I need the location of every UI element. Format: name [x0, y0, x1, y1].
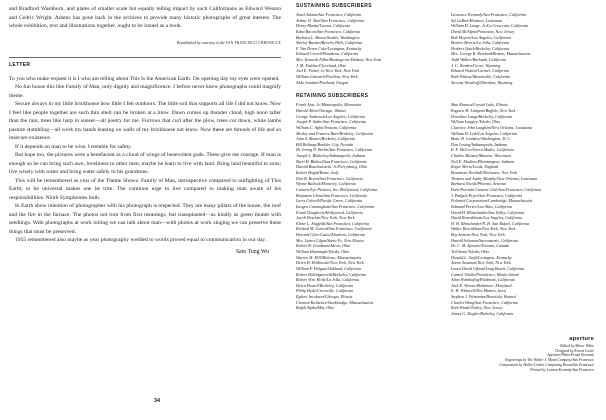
- letter-paragraph: 1955 remembered also maybe as year photography wedded to words proved equal to communication in our day.: [15, 237, 267, 244]
- subscriber-entry: Ray Simone/New York, New York: [451, 232, 505, 238]
- subscriber-entry: Clarence John Laughlin/New Orleans, Louisiana: [451, 124, 532, 130]
- masthead-line: Edited by Minor White: [560, 344, 594, 348]
- subscriber-entry: Howard Giles-Gates/Altadena, California: [296, 232, 365, 238]
- letter-paragraph: In Earth show intention of photographer with his photograph is respected. They are many pillars of the house, the roof and the fire in the furnace. The photos not torn from first meanings, but transplanted—as kindly as green thumb with seedlings. With photographs at work toiling we can talk about man—with photos at work singing we can preserve these things that must be preserved.: [9, 203, 281, 235]
- subscriber-entry: Joseph P. Andre/San Francisco, California: [296, 119, 367, 125]
- subscriber-entry: Polaroid Corporation/Cambridge, Massachusetts: [451, 198, 533, 204]
- republication-credit: [9, 41, 281, 46]
- subscriber-entry: Joseph L. Blakesley/Indianapolis, Indiana: [296, 153, 366, 159]
- subscriber-entry: H. H. Rhinelander/N. H. San Rafael, California: [451, 220, 530, 226]
- retaining-column-left: [296, 102, 441, 316]
- subscriber-entry: William F. Holgate/Oakland, California: [296, 265, 362, 271]
- letter-paragraph: But hope too, the pictures were a benefacent as a cloud of wings of benevolent gods. These give me courage. If man is enough so he can bring such awe, loveliness to other men, maybe he learn to live with land. Bring land beautiful to sons; live wisely with water and bring water safely to his grandsons.: [9, 152, 281, 176]
- subscriber-entry: Frank Dougherty/Hollywood, California: [296, 209, 363, 215]
- subscriber-entry: Ruth Winde/Nutley, New Jersey: [451, 305, 503, 311]
- sustaining-columns: [296, 12, 596, 85]
- subscriber-entry: Harold Bouchonstein, Jr./Perrysburg, Ohio: [296, 164, 367, 170]
- masthead-line: Printed by Lawton Kennedy/San Francisco: [530, 367, 594, 372]
- subscriber-entry: Barbara Nicols/Phoenix, Arizona: [451, 181, 506, 187]
- subscriber-entry: Barbara L. Brown/Seattle, Washington: [296, 34, 360, 40]
- subscriber-entry: Camera Eye Pictures, Inc./Hollywood, California: [296, 186, 378, 192]
- subscriber-entry: Egbert Jacobson/Chicago, Illinois: [296, 294, 353, 300]
- subscriber-entry: Joel E. Fisher, Jr./New York, New York: [296, 68, 360, 74]
- subscriber-entry: Morley and Frances Baer/Berkeley, California: [296, 130, 373, 136]
- subscriber-entry: William H. Leib/Los Angeles, California: [451, 130, 518, 136]
- subscriber-entry: Lawrence Kennedy/San Francisco, California: [451, 12, 527, 17]
- letter-heading: LETTER: [9, 61, 31, 68]
- subscriber-entry: Elmer L. Engfeldt/San Francisco, California: [296, 220, 370, 226]
- subscriber-entry: Alma Wahrhaftig/Piedmont, California: [451, 277, 515, 283]
- subscriber-entry: J. M. Erdelac/Cleveland, Ohio: [296, 62, 347, 68]
- subscriber-entry: Roger Mertz/Leeds, England: [451, 164, 499, 170]
- right-page: [296, 3, 596, 317]
- masthead-line: Composition by Hallie-Cordes Composing Room/San Francisco: [499, 362, 594, 367]
- subscriber-entry: Todd Walker/Burbank, California: [451, 57, 506, 63]
- subscriber-entry: F. Van Deren Coke/Lexington, Kentucky: [296, 45, 362, 51]
- subscriber-entry: Beaumont Newhall/Rochester, New York: [451, 170, 518, 176]
- subscriber-entry: Syl LaBrot/Houston, Louisiana: [451, 17, 502, 23]
- subscriber-entry: Edna Bacon/San Francisco, California: [296, 28, 361, 34]
- subscriber-entry: Ansel Adams/San Francisco, California: [296, 12, 362, 17]
- subscriber-entry: Philip Hyde/Greenville, California: [296, 288, 354, 294]
- subscriber-entry: Edward Weston/Carmel, California: [451, 68, 510, 74]
- subscriber-entry: Helen H. Holbrooke/New York, New York: [296, 260, 364, 266]
- subscriber-entry: Robert B. Goodman/Akron, Ohio: [296, 243, 351, 249]
- subscriber-entry: Dr. Irving N. Berlin/San Francisco, California: [296, 147, 373, 153]
- subscriber-entry: Mrs. George B. Rowland/Boston, Massachusetts: [451, 51, 531, 57]
- subscriber-entry: William C. Aplin/Ventura, California: [296, 124, 357, 130]
- subscriber-entry: Charles Mauzey/Manson, Wisconsin: [451, 153, 511, 159]
- subscriber-entry: Shui Kimura/Crystal Lake, Illinois: [451, 102, 508, 108]
- subscriber-entry: R. F. McGee/Sierra Madre, California: [451, 147, 514, 153]
- subscriber-entry: Wynne Bullock/Monterey, California: [296, 181, 356, 187]
- subscriber-entry: David McAlpin/Princeton, New Jersey: [451, 28, 515, 34]
- letter-paragraph: This will be remembered as year of the Theme Shows. Family of Man, introspective compared to outfighting of This Earth; to be universal makes one be trite. The common urge to live compared to making man aware of his responsibilities. Ninth Symphonies both.: [9, 177, 281, 201]
- subscriber-entry: Robert Bright/Rome, Italy: [296, 170, 339, 176]
- subscriber-entry: Donald L. Swift/Lexington, Kentucky: [451, 254, 512, 260]
- subscriber-entry: Mrs. Laura Gilpin/Santa Fe, New Mexico: [296, 237, 365, 243]
- subscriber-entry: Imogen Cunningham/San Francisco, California: [296, 203, 375, 209]
- subscriber-entry: Harold Solomon/Sacramento, California: [451, 237, 518, 243]
- subscriber-entry: William Langley/Toledo, Ohio: [451, 119, 501, 125]
- subscriber-entry: Beatrix Morris/La Jolla, California: [451, 40, 510, 46]
- subscriber-entry: Walter Rosenblum/New York, New York: [451, 226, 516, 232]
- subscriber-entry: Dorothea Lange/Berkeley, California: [451, 113, 513, 119]
- subscriber-entry: Don B. Bryan/San Francisco, California: [296, 175, 363, 181]
- subscriber-entry: J. C. Warden/Grove, Wyoming: [451, 62, 501, 68]
- subscriber-entry: E. H. Whitwell/Des Moines, Iowa: [451, 288, 506, 294]
- subscriber-entry: Basic H. Lindsley/Washington, D. C.: [451, 136, 512, 142]
- subscriber-entry: Thomas and Audry Murphy/New Orleans, Louisiana: [451, 175, 538, 181]
- subscriber-entry: Laura David Ufland/Long Beach, California: [451, 265, 525, 271]
- subscriber-entry: Dr. C. M. Sprouse/Toronto, Canada: [451, 243, 510, 249]
- subscriber-entry: Arthur D. Abel/San Francisco, California: [296, 17, 365, 23]
- subscriber-entry: Jack E. Werner/Baltimore, Maryland: [451, 282, 512, 288]
- subscriber-entry: Edward Crevelt/Pasadena, California: [296, 51, 359, 57]
- subscriber-entry: Bill Belknap/Boulder City, Nevada: [296, 141, 353, 147]
- subscriber-entry: William H. Lange, Jr./La Crescenta, California: [451, 23, 529, 29]
- subscriber-entry: Ruth Widess/Watsonville, California: [451, 74, 511, 80]
- subscriber-entry: Charles Wong/San Francisco, California: [451, 299, 519, 305]
- sustaining-column-right: [451, 12, 596, 85]
- subscriber-entry: Mrs. Kenneth Edlin/Hastings-on-Hudson, New York: [296, 57, 382, 63]
- masthead-line: Designed by Ernest Lowie: [555, 348, 594, 353]
- subscriber-entry: Benjamin Chinn/San Francisco, California: [296, 192, 367, 198]
- subscriber-entry: Larry Colwell/Pacific Grove, California: [296, 198, 363, 204]
- subscriber-entry: Park-Prevtaln Camera Club/San Francisco, California: [451, 186, 542, 192]
- subscriber-entry: Shirley Burden/Beverly Hills, California: [296, 40, 363, 46]
- letter-paragraph: If it depends on man to be wise, I tremble for safety.: [15, 143, 132, 150]
- sustaining-heading: SUSTAINING SUBSCRIBERS: [296, 3, 372, 9]
- subscriber-entry: Warren M. Hill/Melrose, Massachusetts: [296, 254, 362, 260]
- letter-paragraph: Secure always in my little brickhouse how little I felt outdoors. The little soil that supports all life I did not know. Now I feel like people together are such thin shell can be broken at a blow. Dawn comes up thunder cloud, high noon taller than the rain, trees like harp in sunset—all poetry for me. Furrows that curl after the plow, trees cut down, white lambs pasture stumbling—all work my hands leaning on walls of my brickhouse not know. Now these are threads of life and so insecure existence.: [9, 101, 281, 142]
- sustaining-column-left: [296, 12, 441, 85]
- subscriber-entry: Robert Wm. Holtz/La Jolla, California: [296, 277, 360, 283]
- subscriber-entry: Stephen J. Weissman/Honolulu, Hawaii: [451, 294, 516, 300]
- subscriber-entry: William Gratwick/Pavilion, New York: [296, 74, 358, 80]
- subscriber-entry: James G. Ziegler/Berkeley, California: [451, 311, 514, 317]
- subscriber-entry: Carmel Vitullo/Providence, Rhode Island: [451, 271, 519, 277]
- subscriber-entry: Neil E. Mattlow/Bloomington, Indiana: [451, 158, 515, 164]
- retaining-heading: RETAINING SUBSCRIBERS: [296, 93, 369, 100]
- subscriber-entry: Richard M. Garrod/San Francisco, California: [296, 226, 372, 232]
- subscriber-entry: Herbert Quick/Berkeley, California: [451, 45, 510, 51]
- masthead-line: Aperture/Photo/Frank Kennedy: [547, 353, 594, 358]
- subscriber-entry: Robert Hollingsworth/Berkeley, California: [296, 271, 367, 277]
- subscriber-entry: William Hammagh/Toledo, Ohio: [296, 248, 350, 254]
- retaining-columns: [296, 102, 596, 316]
- retaining-column-right: [451, 102, 596, 316]
- subscriber-entry: Edmund Porter/Los Altos, California: [451, 203, 512, 209]
- review-ending: [9, 5, 281, 46]
- subscriber-entry: Henry Blanks/Tucson, California: [296, 23, 351, 29]
- subscriber-entry: David Rosenbloom/Los Angeles, California: [451, 215, 523, 221]
- review-paragraph: and Bradford Washburn, and plates of smaller scale but equally telling impact by such Californians as Edward Weston and Cedric Wright. Adams has gone back in the archives to provide many historic photographs of great interest. The whole exhibition, text and illustrations together, ought to be issued as a book.: [9, 6, 281, 30]
- subscriber-entry: Sheri H. Blakesl/San Francisco, California: [296, 158, 367, 164]
- subscriber-entry: Jacob Deschin/New York, New York: [296, 215, 355, 221]
- page-number: 34: [154, 398, 161, 404]
- subscriber-entry: Bob Meyers/Los Angeles, California: [451, 34, 511, 40]
- masthead-title: aperture: [569, 336, 594, 342]
- subscriber-entry: Alda Jourdan/Portland, Oregon: [296, 79, 349, 85]
- subscriber-entry: Don Loving/Indianapolis, Indiana: [451, 141, 508, 147]
- credit-source: SAN FRANCISCO CHRONICLE: [225, 40, 281, 45]
- section-divider: [9, 57, 281, 58]
- subscriber-entry: George Anderson/Los Angeles, California: [296, 113, 365, 119]
- masthead: [448, 336, 594, 372]
- subscriber-entry: J. Padgett Pryor/San Francisco, California: [451, 192, 523, 198]
- subscriber-entry: Eugenie H. Lamport/Buffalo, New York: [451, 107, 516, 113]
- left-page: [9, 5, 281, 255]
- letter-paragraph: No fun house this like Family of Man, only dignity and magnificence. I before never knew photographs could magnify theme.: [9, 84, 281, 99]
- subscriber-entry: Aaron Sussman/New York, New York: [451, 260, 511, 266]
- subscriber-entry: John S. Barnes/Berkeley, California: [296, 136, 356, 142]
- subscriber-entry: Harold Allen/Chicago, Illinois: [296, 107, 346, 113]
- masthead-line: Engravings by The Walter J. Mann Company/San Francisco: [505, 358, 594, 363]
- letter-signature: Sam Tung Wu: [235, 248, 269, 255]
- subscriber-entry: Ralph Alpha/Mar, Ohio: [296, 305, 335, 311]
- letter-paragraph: To you who make request it is I who am telling about This Is the American Earth. On opening day my eyes were opened.: [9, 75, 280, 82]
- letter-section: [9, 62, 281, 255]
- subscriber-entry: Clement Kalischer/Stockbridge, Massachusetts: [296, 299, 374, 305]
- subscriber-entry: Helen Howell/Berkeley, California: [296, 282, 353, 288]
- subscriber-entry: Ted Stone/Toledo, Ohio: [451, 248, 490, 254]
- subscriber-entry: Frank Ajax, Jr./Minneapolis, Minnesota: [296, 102, 362, 108]
- subscriber-entry: Stevens Woodruff/Sheridan, Wyoming: [451, 79, 513, 85]
- subscriber-entry: David H. Rhinelander/Sun Valley, California: [451, 209, 525, 215]
- credit-prefix: Republished by courtesy of the: [176, 40, 225, 45]
